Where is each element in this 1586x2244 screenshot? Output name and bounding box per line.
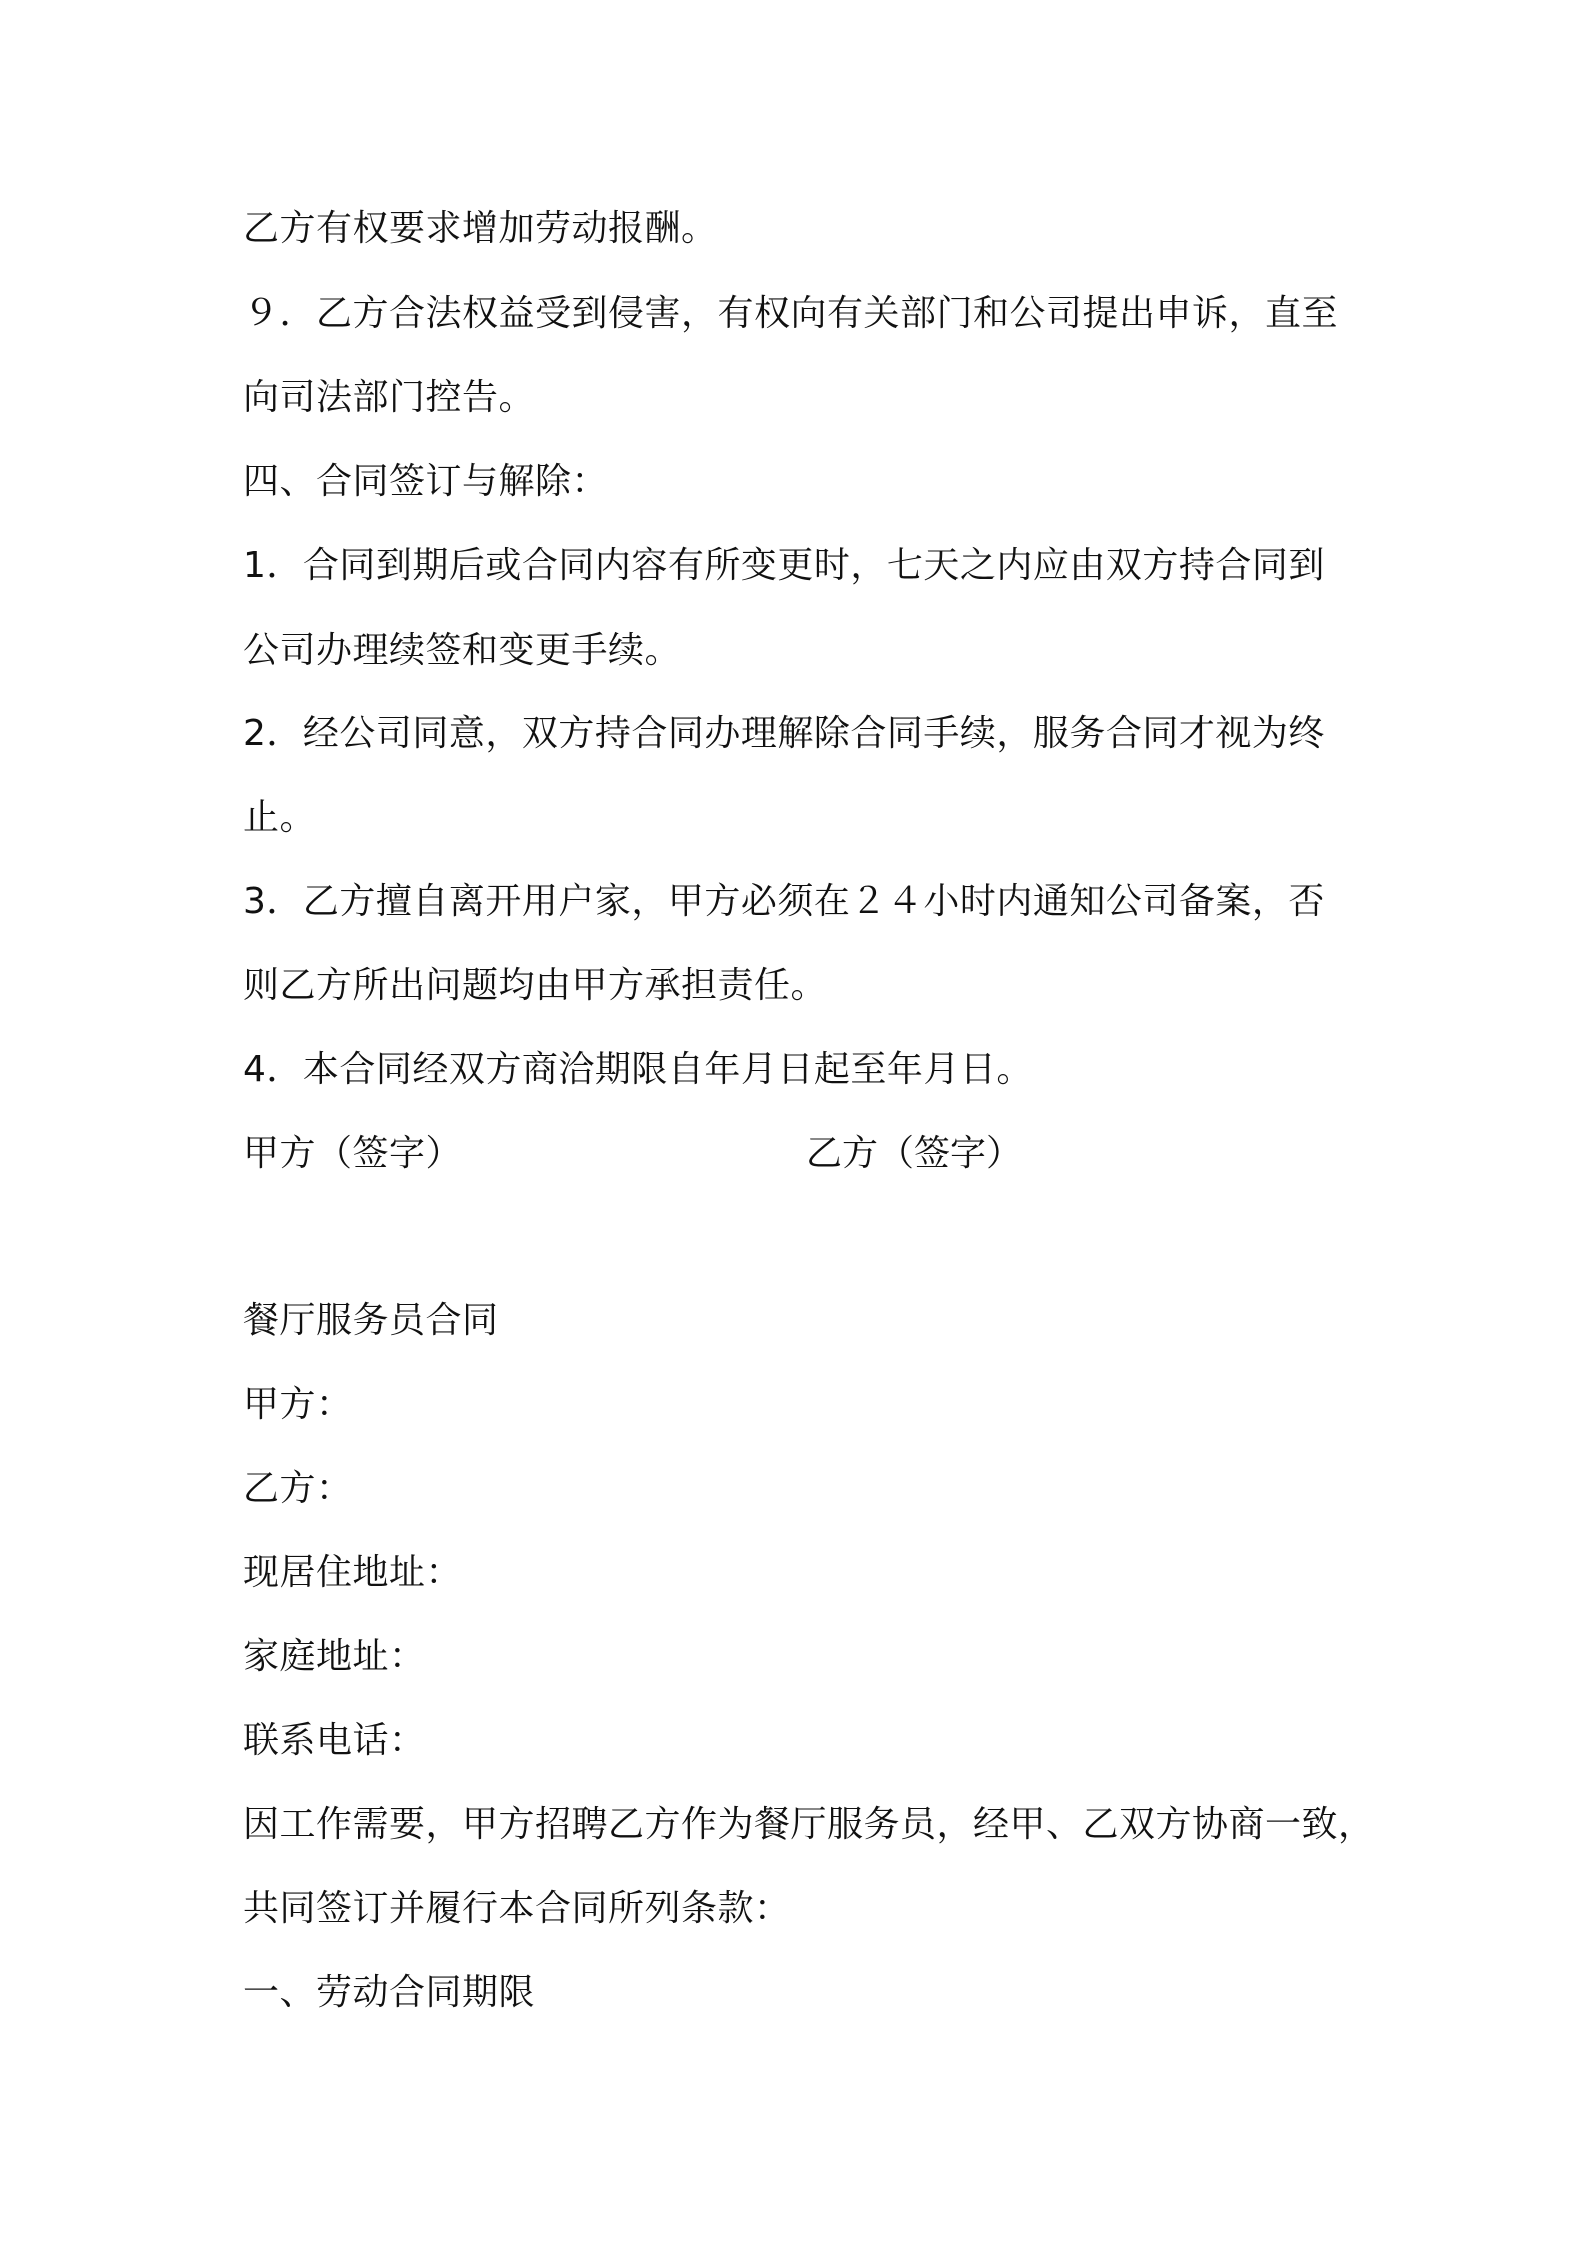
paragraph-line: 止。	[243, 797, 317, 838]
paragraph-line: 向司法部门控告。	[243, 377, 536, 418]
contract-title: 餐厅服务员合同	[243, 1300, 499, 1341]
paragraph-line: 公司办理续签和变更手续。	[243, 630, 682, 671]
section-heading: 四、合同签订与解除：	[243, 461, 609, 502]
paragraph-line: ９．乙方合法权益受到侵害，有权向有关部门和公司提出申诉，直至	[243, 293, 1339, 334]
intro-line: 共同签订并履行本合同所列条款：	[243, 1888, 791, 1929]
party-b-field: 乙方：	[243, 1468, 353, 1509]
paragraph-line: 2．经公司同意，双方持合同办理解除合同手续，服务合同才视为终	[243, 713, 1325, 754]
paragraph-line: 则乙方所出问题均由甲方承担责任。	[243, 965, 828, 1006]
paragraph-line: 4．本合同经双方商洽期限自年月日起至年月日。	[243, 1049, 1033, 1090]
party-a-field: 甲方：	[243, 1384, 353, 1425]
current-address-field: 现居住地址：	[243, 1552, 463, 1593]
home-address-field: 家庭地址：	[243, 1636, 426, 1677]
paragraph-line: 乙方有权要求增加劳动报酬。	[243, 208, 718, 249]
paragraph-line: 1．合同到期后或合同内容有所变更时，七天之内应由双方持合同到	[243, 545, 1325, 586]
signature-party-b: 乙方（签字）	[806, 1133, 1023, 1174]
paragraph-line: 3．乙方擅自离开用户家，甲方必须在２４小时内通知公司备案，否	[243, 881, 1325, 922]
section-heading: 一、劳动合同期限	[243, 1972, 536, 2013]
signature-party-a: 甲方（签字）	[243, 1133, 463, 1174]
intro-line: 因工作需要，甲方招聘乙方作为餐厅服务员，经甲、乙双方协商一致，	[243, 1804, 1375, 1845]
phone-field: 联系电话：	[243, 1720, 426, 1761]
